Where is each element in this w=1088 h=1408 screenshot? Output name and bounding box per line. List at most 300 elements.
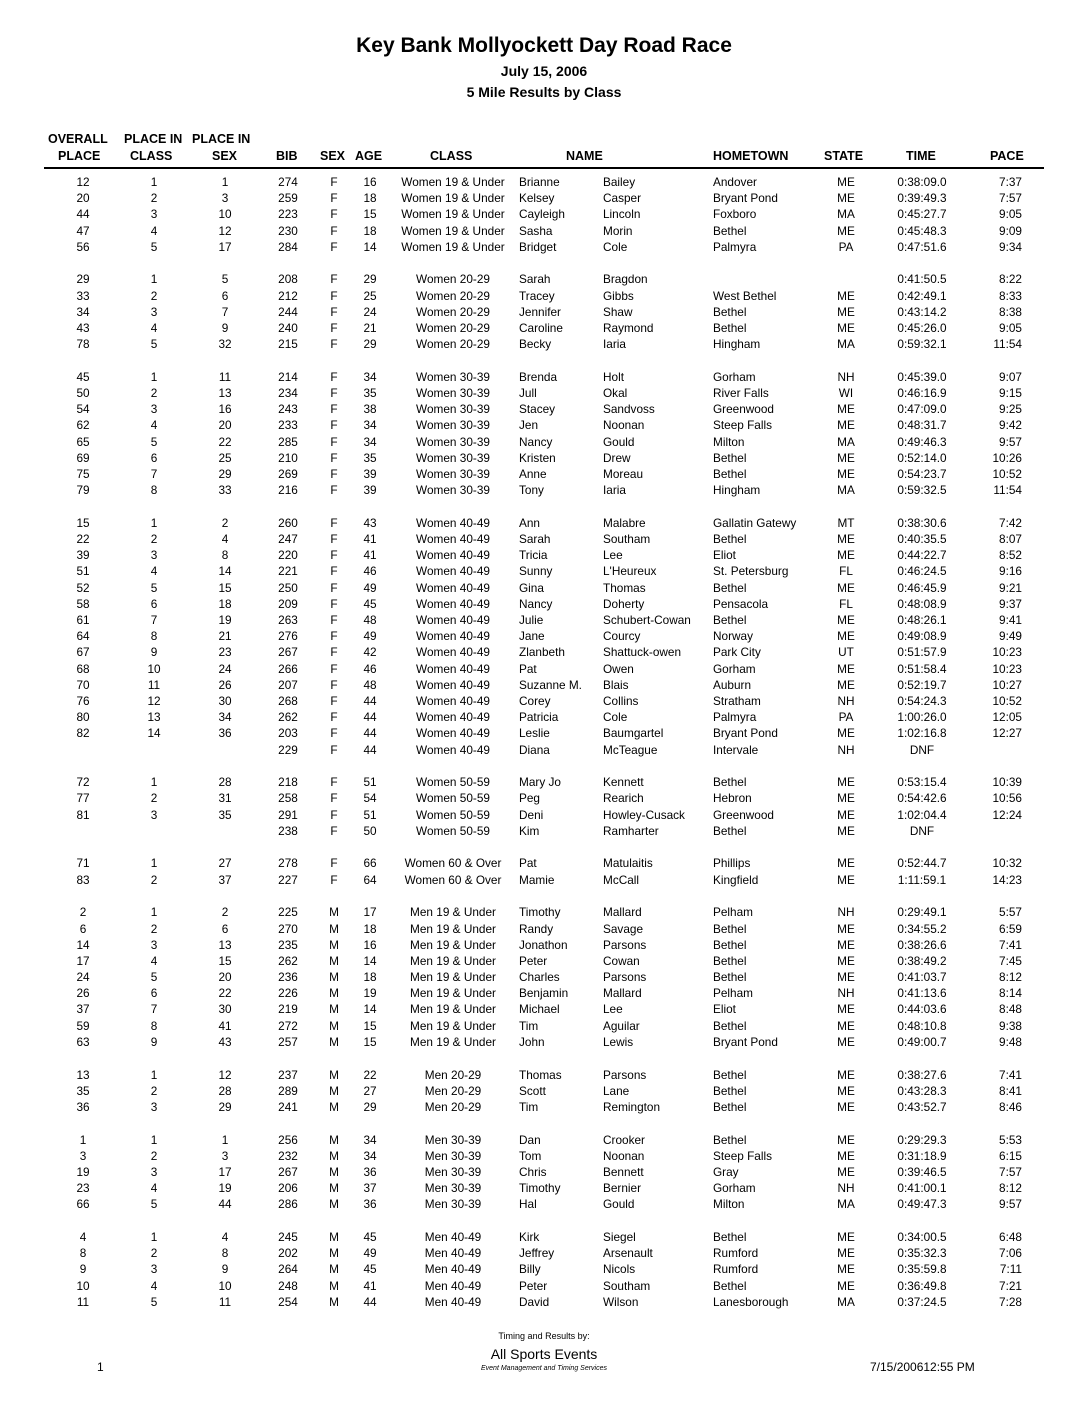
cell-pace: 7:37: [999, 175, 1022, 189]
cell-hometown: Pelham: [713, 905, 753, 920]
cell-first-name: Kelsey: [519, 191, 555, 206]
cell-pace: 9:34: [999, 239, 1022, 254]
cell-first-name: Randy: [519, 921, 554, 936]
cell-last-name: Crooker: [603, 1132, 645, 1147]
cell-hometown: Palmyra: [713, 710, 757, 725]
cell-first-name: Zlanbeth: [519, 645, 565, 660]
cell-time: 0:41:13.6: [897, 986, 947, 1001]
cell-sex: F: [330, 532, 338, 547]
cell-pace: 9:09: [999, 223, 1022, 238]
cell-class-place: 9: [150, 1034, 158, 1049]
cell-age: 22: [363, 1067, 377, 1082]
cell-time: 0:35:59.8: [897, 1262, 947, 1277]
cell-last-name: Casper: [603, 191, 642, 206]
cell-pace: 7:11: [999, 1262, 1022, 1277]
cell-age: 44: [363, 1294, 377, 1309]
cell-time: 0:54:23.7: [897, 467, 947, 481]
table-row: [0, 937, 1088, 953]
cell-sex: F: [330, 386, 338, 401]
cell-bib: 270: [278, 921, 298, 936]
table-row: [0, 434, 1088, 450]
cell-sex-place: 29: [218, 1099, 232, 1114]
cell-first-name: Deni: [519, 807, 544, 822]
cell-first-name: Scott: [519, 1083, 546, 1098]
cell-time: 0:46:16.9: [897, 386, 947, 401]
table-row: [0, 1132, 1088, 1148]
cell-class: Women 30-39: [416, 483, 490, 498]
cell-age: 37: [363, 1181, 377, 1196]
cell-bib: 207: [278, 677, 298, 692]
cell-state: MT: [837, 515, 855, 530]
cell-first-name: Pat: [519, 661, 537, 676]
cell-class: Women 40-49: [416, 515, 490, 530]
cell-hometown: Bryant Pond: [713, 1034, 778, 1049]
company-name: All Sports Events: [490, 1346, 598, 1362]
cell-hometown: Steep Falls: [713, 1148, 773, 1163]
cell-state: ME: [837, 1018, 855, 1033]
table-row: [0, 417, 1088, 433]
cell-pace: 9:49: [999, 629, 1022, 644]
cell-state: MA: [837, 483, 855, 498]
table-row: [0, 174, 1088, 190]
cell-pace: 7:42: [999, 515, 1022, 530]
cell-age: 15: [363, 207, 377, 222]
cell-overall-place: 82: [76, 726, 90, 741]
cell-first-name: Hal: [519, 1197, 537, 1212]
cell-hometown: West Bethel: [713, 288, 777, 303]
cell-hometown: Bethel: [713, 613, 747, 627]
cell-class: Women 30-39: [416, 434, 490, 449]
cell-sex: F: [330, 726, 338, 741]
cell-overall-place: 81: [76, 807, 90, 822]
cell-pace: 9:07: [999, 369, 1022, 384]
cell-state: ME: [837, 1262, 855, 1277]
cell-age: 39: [363, 467, 377, 481]
cell-class: Men 19 & Under: [410, 1034, 496, 1049]
table-row: [0, 288, 1088, 304]
cell-overall-place: 79: [76, 483, 90, 498]
cell-time: 0:46:45.9: [897, 580, 947, 595]
cell-state: ME: [837, 402, 855, 417]
cell-age: 25: [363, 288, 377, 303]
cell-sex: F: [330, 288, 338, 303]
cell-class: Men 19 & Under: [410, 1002, 496, 1017]
cell-hometown: St. Petersburg: [713, 564, 789, 579]
cell-last-name: Aguilar: [603, 1018, 640, 1033]
cell-time: 0:48:08.9: [897, 596, 947, 611]
cell-state: ME: [837, 807, 855, 822]
cell-hometown: Gallatin Gatewy: [713, 515, 797, 530]
cell-sex: F: [330, 272, 338, 287]
cell-pace: 10:23: [992, 645, 1022, 660]
cell-sex: F: [330, 207, 338, 222]
cell-first-name: Sarah: [519, 272, 551, 287]
cell-overall-place: 62: [76, 418, 90, 433]
table-row: [0, 1034, 1088, 1050]
table-row: [0, 774, 1088, 790]
cell-class-place: 2: [150, 532, 158, 547]
cell-class-place: 1: [150, 775, 158, 790]
cell-class-place: 3: [150, 207, 158, 222]
cell-sex: F: [330, 402, 338, 417]
cell-pace: 11:54: [993, 337, 1022, 352]
cell-pace: 10:39: [992, 775, 1022, 790]
cell-state: NH: [837, 905, 855, 920]
cell-last-name: Bennett: [603, 1164, 644, 1179]
cell-sex: M: [329, 1230, 339, 1244]
cell-last-name: Gould: [603, 1197, 635, 1212]
cell-sex: M: [329, 1246, 339, 1261]
group-spacer: [0, 839, 1088, 856]
cell-class-place: 8: [150, 629, 158, 644]
cell-pace: 7:41: [999, 1067, 1022, 1082]
cell-hometown: Stratham: [713, 693, 761, 708]
cell-first-name: Pat: [519, 856, 537, 871]
cell-hometown: Bethel: [713, 467, 747, 481]
cell-sex-place: 4: [221, 532, 229, 547]
cell-class-place: 3: [150, 937, 158, 952]
cell-pace: 10:26: [992, 450, 1022, 465]
group-spacer: [0, 1050, 1088, 1067]
cell-class-place: 5: [150, 970, 158, 985]
cell-sex-place: 36: [218, 726, 232, 741]
cell-sex-place: 10: [218, 207, 232, 222]
cell-last-name: Mallard: [603, 986, 642, 1001]
table-row: [0, 953, 1088, 969]
cell-class: Women 60 & Over: [404, 856, 502, 871]
cell-age: 19: [363, 986, 377, 1001]
cell-class-place: 2: [150, 1083, 158, 1098]
cell-pace: 9:37: [999, 596, 1022, 611]
cell-pace: 7:45: [999, 953, 1022, 968]
cell-age: 48: [363, 677, 377, 692]
cell-class: Women 30-39: [416, 450, 490, 465]
cell-time: 0:53:15.4: [897, 775, 947, 790]
table-row: [0, 969, 1088, 985]
cell-class-place: 1: [150, 1067, 158, 1082]
cell-time: 0:51:58.4: [897, 661, 947, 676]
cell-class-place: 12: [147, 693, 161, 708]
cell-overall-place: 2: [79, 905, 87, 920]
cell-class-place: 3: [150, 548, 158, 563]
cell-age: 18: [363, 191, 377, 206]
cell-state: PA: [838, 710, 854, 725]
cell-time: 0:40:35.5: [897, 532, 947, 547]
cell-age: 14: [363, 953, 377, 968]
cell-overall-place: 10: [76, 1278, 90, 1293]
cell-time: 0:52:14.0: [897, 450, 947, 465]
cell-bib: 215: [278, 337, 298, 352]
cell-time: 0:34:00.5: [897, 1230, 947, 1244]
cell-first-name: Leslie: [519, 726, 550, 741]
table-row: [0, 628, 1088, 644]
cell-state: ME: [837, 532, 855, 547]
cell-first-name: Suzanne M.: [519, 677, 582, 692]
cell-sex: F: [330, 872, 338, 887]
table-row: [0, 872, 1088, 888]
table-row: [0, 644, 1088, 660]
cell-hometown: Hebron: [713, 791, 752, 806]
cell-class: Men 40-49: [424, 1230, 482, 1244]
cell-sex: M: [329, 1294, 339, 1309]
cell-pace: 9:21: [999, 580, 1022, 595]
cell-age: 38: [363, 402, 377, 417]
cell-last-name: Savage: [603, 921, 644, 936]
table-row: [0, 1099, 1088, 1115]
cell-time: 0:45:48.3: [897, 223, 947, 238]
cell-state: ME: [837, 1132, 855, 1147]
cell-last-name: Noonan: [603, 418, 645, 433]
cell-bib: 240: [278, 321, 298, 335]
table-row: [0, 677, 1088, 693]
cell-bib: 250: [278, 580, 298, 595]
cell-pace: 11:54: [993, 483, 1022, 498]
cell-sex: F: [330, 710, 338, 725]
cell-last-name: Baumgartel: [603, 726, 664, 741]
cell-state: NH: [837, 742, 855, 757]
group-spacer: [0, 498, 1088, 515]
table-row: [0, 807, 1088, 823]
cell-state: ME: [837, 418, 855, 433]
table-row: [0, 223, 1088, 239]
cell-class: Women 20-29: [416, 304, 490, 319]
cell-sex: F: [330, 191, 338, 206]
cell-class-place: 1: [150, 1230, 158, 1244]
cell-sex-place: 23: [218, 645, 232, 660]
cell-sex-place: 7: [221, 304, 229, 319]
cell-class: Men 19 & Under: [410, 905, 496, 920]
cell-bib: 236: [278, 970, 298, 985]
cell-first-name: Jennifer: [519, 304, 561, 319]
cell-state: ME: [837, 223, 855, 238]
cell-state: ME: [837, 726, 855, 741]
cell-pace: 9:41: [999, 613, 1022, 627]
table-row: [0, 580, 1088, 596]
cell-bib: 268: [278, 693, 298, 708]
table-row: [0, 1083, 1088, 1099]
cell-last-name: Matulaitis: [603, 856, 653, 871]
cell-age: 46: [363, 564, 377, 579]
cell-bib: 274: [278, 175, 298, 189]
cell-last-name: Southam: [603, 1278, 651, 1293]
cell-pace: 7:28: [999, 1294, 1022, 1309]
cell-time: 0:49:46.3: [897, 434, 947, 449]
cell-hometown: Bethel: [713, 1278, 747, 1293]
cell-overall-place: 80: [76, 710, 90, 725]
cell-bib: 234: [278, 386, 298, 401]
cell-pace: 6:59: [999, 921, 1022, 936]
cell-age: 24: [363, 304, 377, 319]
cell-bib: 230: [278, 223, 298, 238]
cell-last-name: Collins: [603, 693, 639, 708]
cell-hometown: Greenwood: [713, 402, 774, 417]
cell-last-name: Iaria: [603, 483, 626, 498]
cell-last-name: Howley-Cusack: [603, 807, 685, 822]
cell-class: Women 40-49: [416, 580, 490, 595]
cell-overall-place: 22: [76, 532, 90, 547]
cell-class: Women 19 & Under: [401, 223, 505, 238]
cell-sex: F: [330, 596, 338, 611]
cell-sex-place: 35: [218, 807, 232, 822]
cell-hometown: Bethel: [713, 953, 747, 968]
cell-time: 0:43:52.7: [897, 1099, 947, 1114]
cell-bib: 254: [278, 1294, 298, 1309]
cell-class-place: 5: [150, 337, 158, 352]
cell-sex-place: 9: [221, 1262, 229, 1277]
table-row: [0, 515, 1088, 531]
col-place: PLACE: [58, 149, 101, 163]
cell-hometown: Steep Falls: [713, 418, 773, 433]
cell-time: 0:47:09.0: [897, 402, 947, 417]
cell-last-name: Southam: [603, 532, 651, 547]
cell-overall-place: 34: [76, 304, 90, 319]
cell-class-place: 5: [150, 580, 158, 595]
cell-hometown: Pensacola: [713, 596, 769, 611]
group-spacer: [0, 352, 1088, 369]
cell-class: Men 19 & Under: [410, 970, 496, 985]
cell-hometown: Gray: [713, 1164, 739, 1179]
cell-pace: 9:16: [999, 564, 1022, 579]
cell-state: ME: [837, 661, 855, 676]
cell-sex: F: [330, 467, 338, 481]
cell-last-name: Lee: [603, 1002, 623, 1017]
cell-first-name: Michael: [519, 1002, 560, 1017]
cell-first-name: Jen: [519, 418, 539, 433]
cell-overall-place: 77: [76, 791, 90, 806]
cell-first-name: Becky: [519, 337, 552, 352]
cell-bib: 245: [278, 1230, 298, 1244]
cell-bib: 256: [278, 1132, 298, 1147]
cell-last-name: Cowan: [603, 953, 640, 968]
cell-overall-place: 39: [76, 548, 90, 563]
cell-overall-place: 75: [76, 467, 90, 481]
cell-sex: F: [330, 548, 338, 563]
cell-first-name: Timothy: [519, 905, 561, 920]
cell-sex-place: 43: [218, 1034, 232, 1049]
cell-age: 41: [363, 1278, 377, 1293]
cell-overall-place: 6: [79, 921, 87, 936]
cell-pace: 10:52: [992, 693, 1022, 708]
table-row: [0, 271, 1088, 287]
cell-class-place: 2: [150, 1246, 158, 1261]
cell-sex: M: [329, 1132, 339, 1147]
cell-last-name: Remington: [603, 1099, 661, 1114]
cell-overall-place: 20: [76, 191, 90, 206]
cell-hometown: Bethel: [713, 970, 747, 985]
cell-overall-place: 19: [76, 1164, 90, 1179]
cell-overall-place: 66: [76, 1197, 90, 1212]
cell-hometown: Intervale: [713, 742, 759, 757]
cell-age: 45: [363, 596, 377, 611]
header-divider: [44, 167, 1044, 169]
cell-sex-place: 27: [218, 856, 232, 871]
cell-last-name: Bernier: [603, 1181, 642, 1196]
cell-time: 0:38:09.0: [897, 175, 947, 189]
cell-first-name: Brenda: [519, 369, 558, 384]
table-row: [0, 725, 1088, 741]
cell-sex: F: [330, 223, 338, 238]
cell-state: ME: [837, 467, 855, 481]
table-row: [0, 466, 1088, 482]
cell-pace: 9:15: [999, 386, 1022, 401]
col-class-place: CLASS: [130, 149, 173, 163]
cell-sex: M: [329, 1181, 339, 1196]
cell-overall-place: 43: [76, 321, 90, 335]
cell-class: Men 19 & Under: [410, 986, 496, 1001]
cell-sex-place: 33: [218, 483, 232, 498]
cell-bib: 227: [278, 872, 298, 887]
cell-sex-place: 13: [218, 937, 232, 952]
cell-hometown: Bethel: [713, 1018, 747, 1033]
cell-last-name: Parsons: [603, 970, 647, 985]
cell-hometown: Rumford: [713, 1246, 759, 1261]
cell-class: Men 40-49: [424, 1262, 482, 1277]
cell-age: 46: [363, 661, 377, 676]
group-spacer: [0, 888, 1088, 905]
cell-first-name: Peter: [519, 953, 548, 968]
cell-sex-place: 14: [218, 564, 232, 579]
cell-overall-place: 52: [76, 580, 90, 595]
cell-class-place: 2: [150, 872, 158, 887]
cell-age: 49: [363, 580, 377, 595]
cell-sex-place: 28: [218, 1083, 232, 1098]
cell-class: Men 40-49: [424, 1294, 482, 1309]
cell-class-place: 1: [150, 1132, 158, 1147]
cell-last-name: Nicols: [603, 1262, 636, 1277]
cell-class: Women 50-59: [416, 823, 490, 838]
cell-last-name: Rearich: [603, 791, 644, 806]
cell-sex-place: 22: [218, 434, 232, 449]
cell-pace: 10:56: [992, 791, 1022, 806]
cell-class-place: 10: [147, 661, 161, 676]
cell-hometown: Norway: [713, 629, 753, 644]
cell-age: 18: [363, 921, 377, 936]
cell-state: ME: [837, 580, 855, 595]
cell-sex: F: [330, 807, 338, 822]
cell-bib: 202: [278, 1246, 298, 1261]
table-row: [0, 401, 1088, 417]
cell-first-name: Tom: [519, 1148, 542, 1163]
cell-sex: F: [330, 775, 338, 790]
cell-first-name: Gina: [519, 580, 544, 595]
cell-last-name: Wilson: [603, 1294, 639, 1309]
cell-sex-place: 15: [218, 953, 232, 968]
cell-hometown: Bethel: [713, 1230, 747, 1244]
cell-last-name: Parsons: [603, 937, 647, 952]
cell-first-name: Anne: [519, 467, 547, 481]
cell-overall-place: 11: [76, 1294, 90, 1309]
cell-sex: M: [329, 1148, 339, 1163]
cell-state: MA: [837, 1294, 855, 1309]
cell-class-place: 5: [150, 1294, 158, 1309]
table-row: [0, 790, 1088, 806]
cell-sex-place: 10: [218, 1278, 232, 1293]
cell-age: 34: [363, 434, 377, 449]
cell-class: Women 50-59: [416, 791, 490, 806]
cell-sex-place: 26: [218, 677, 232, 692]
cell-class: Men 19 & Under: [410, 1018, 496, 1033]
cell-class-place: 7: [150, 613, 158, 627]
cell-state: ME: [837, 937, 855, 952]
table-row: [0, 190, 1088, 206]
cell-overall-place: 13: [76, 1067, 90, 1082]
cell-class: Women 30-39: [416, 369, 490, 384]
cell-pace: 12:05: [992, 710, 1022, 725]
cell-hometown: Milton: [713, 434, 745, 449]
table-row: [0, 206, 1088, 222]
cell-hometown: Park City: [713, 645, 761, 660]
cell-class: Women 40-49: [416, 726, 490, 741]
